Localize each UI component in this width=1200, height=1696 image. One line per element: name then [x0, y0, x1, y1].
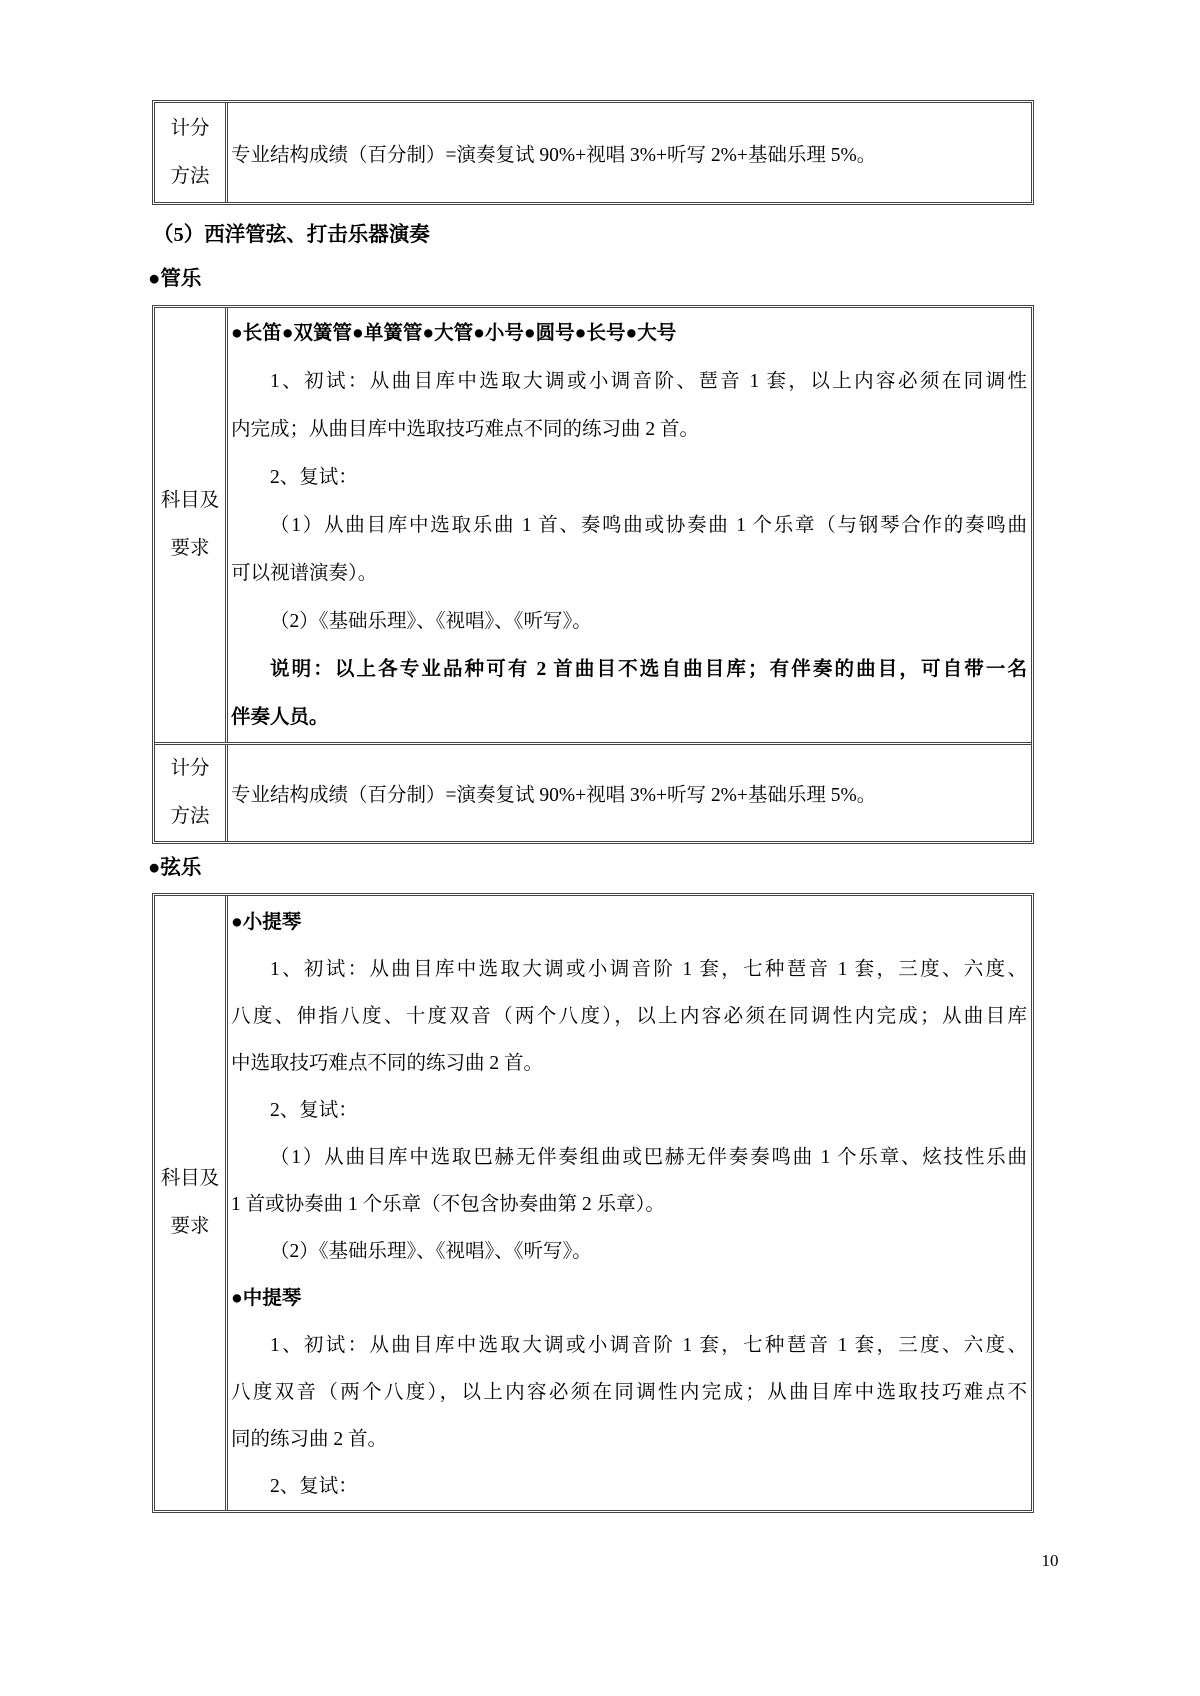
requirement-line: 八度、伸指八度、十度双音（两个八度），以上内容必须在同调性内完成；从曲目库 [231, 1006, 1027, 1027]
requirement-line: 1、初试：从曲目库中选取大调或小调音阶、琶音 1 套，以上内容必须在同调性 [270, 371, 1027, 392]
requirement-line: 可以视谱演奏）。 [231, 563, 378, 584]
requirement-line: 2、复试： [270, 467, 358, 488]
scoring-method-table-continued [152, 100, 1034, 205]
scoring-method-label [155, 745, 228, 841]
wind-requirements-cell [228, 308, 1031, 742]
scoring-method-row [155, 103, 1031, 202]
subject-label-line: 要求 [170, 538, 210, 559]
subject-requirements-label [155, 308, 228, 742]
instrument-list-heading: ●长笛●双簧管●单簧管●大管●小号●圆号●长号●大号 [231, 323, 677, 344]
scoring-method-label [155, 103, 228, 202]
scoring-method-label-line: 计分 [170, 117, 210, 139]
note-line: 伴奏人员。 [231, 707, 329, 728]
subject-label-line: 科目及 [160, 490, 220, 511]
subject-requirements-label [155, 896, 228, 1510]
requirement-line: （2）《基础乐理》、《视唱》、《听写》。 [270, 611, 592, 632]
requirement-line: （1）从曲目库中选取巴赫无伴奏组曲或巴赫无伴奏奏鸣曲 1 个乐章、炫技性乐曲 [270, 1147, 1027, 1168]
requirement-line: 中选取技巧难点不同的练习曲 2 首。 [231, 1053, 544, 1074]
section-5-heading: （5）西洋管弦、打击乐器演奏 [153, 224, 430, 246]
requirement-line: 1、初试：从曲目库中选取大调或小调音阶 1 套，七种琶音 1 套，三度、六度、 [270, 959, 1027, 980]
wind-subjects-table [152, 305, 1034, 844]
wind-scoring-row [155, 742, 1031, 841]
subject-label-line: 科目及 [160, 1168, 220, 1189]
strings-subjects-table [152, 893, 1034, 1513]
scoring-method-label-line: 计分 [170, 758, 210, 779]
subject-label-line: 要求 [170, 1216, 210, 1237]
requirement-line: 八度双音（两个八度），以上内容必须在同调性内完成；从曲目库中选取技巧难点不 [231, 1382, 1027, 1403]
scoring-formula: 专业结构成绩（百分制）=演奏复试 90%+视唱 3%+听写 2%+基础乐理 5%。 [231, 785, 877, 806]
requirement-line: 2、复试： [270, 1100, 358, 1121]
strings-requirements-cell [228, 896, 1031, 1510]
strings-subject-row [155, 896, 1031, 1510]
note-line: 说明：以上各专业品种可有 2 首曲目不选自曲目库；有伴奏的曲目，可自带一名 [270, 659, 1027, 680]
wind-instruments-bullet-title: ●管乐 [148, 268, 202, 290]
requirement-line: 同的练习曲 2 首。 [231, 1429, 388, 1450]
wind-subject-row [155, 308, 1031, 742]
scoring-formula-cell [228, 745, 1031, 841]
instrument-heading: ●中提琴 [231, 1288, 302, 1309]
requirement-line: 2、复试： [270, 1476, 358, 1497]
string-instruments-bullet-title: ●弦乐 [148, 857, 202, 879]
scoring-formula-cell [228, 103, 1031, 202]
requirement-line: 1、初试：从曲目库中选取大调或小调音阶 1 套，七种琶音 1 套，三度、六度、 [270, 1335, 1027, 1356]
requirement-line: （1）从曲目库中选取乐曲 1 首、奏鸣曲或协奏曲 1 个乐章（与钢琴合作的奏鸣曲 [270, 515, 1027, 536]
requirement-line: 1 首或协奏曲 1 个乐章（不包含协奏曲第 2 乐章）。 [231, 1194, 665, 1215]
requirement-line: 内完成；从曲目库中选取技巧难点不同的练习曲 2 首。 [231, 419, 700, 440]
requirement-line: （2）《基础乐理》、《视唱》、《听写》。 [270, 1241, 592, 1262]
scoring-method-label-line: 方法 [170, 806, 210, 827]
page-number: 10 [1041, 1551, 1059, 1570]
scoring-method-label-line: 方法 [170, 165, 210, 187]
scoring-formula: 专业结构成绩（百分制）=演奏复试 90%+视唱 3%+听写 2%+基础乐理 5%。 [231, 144, 877, 166]
instrument-heading: ●小提琴 [231, 912, 302, 933]
